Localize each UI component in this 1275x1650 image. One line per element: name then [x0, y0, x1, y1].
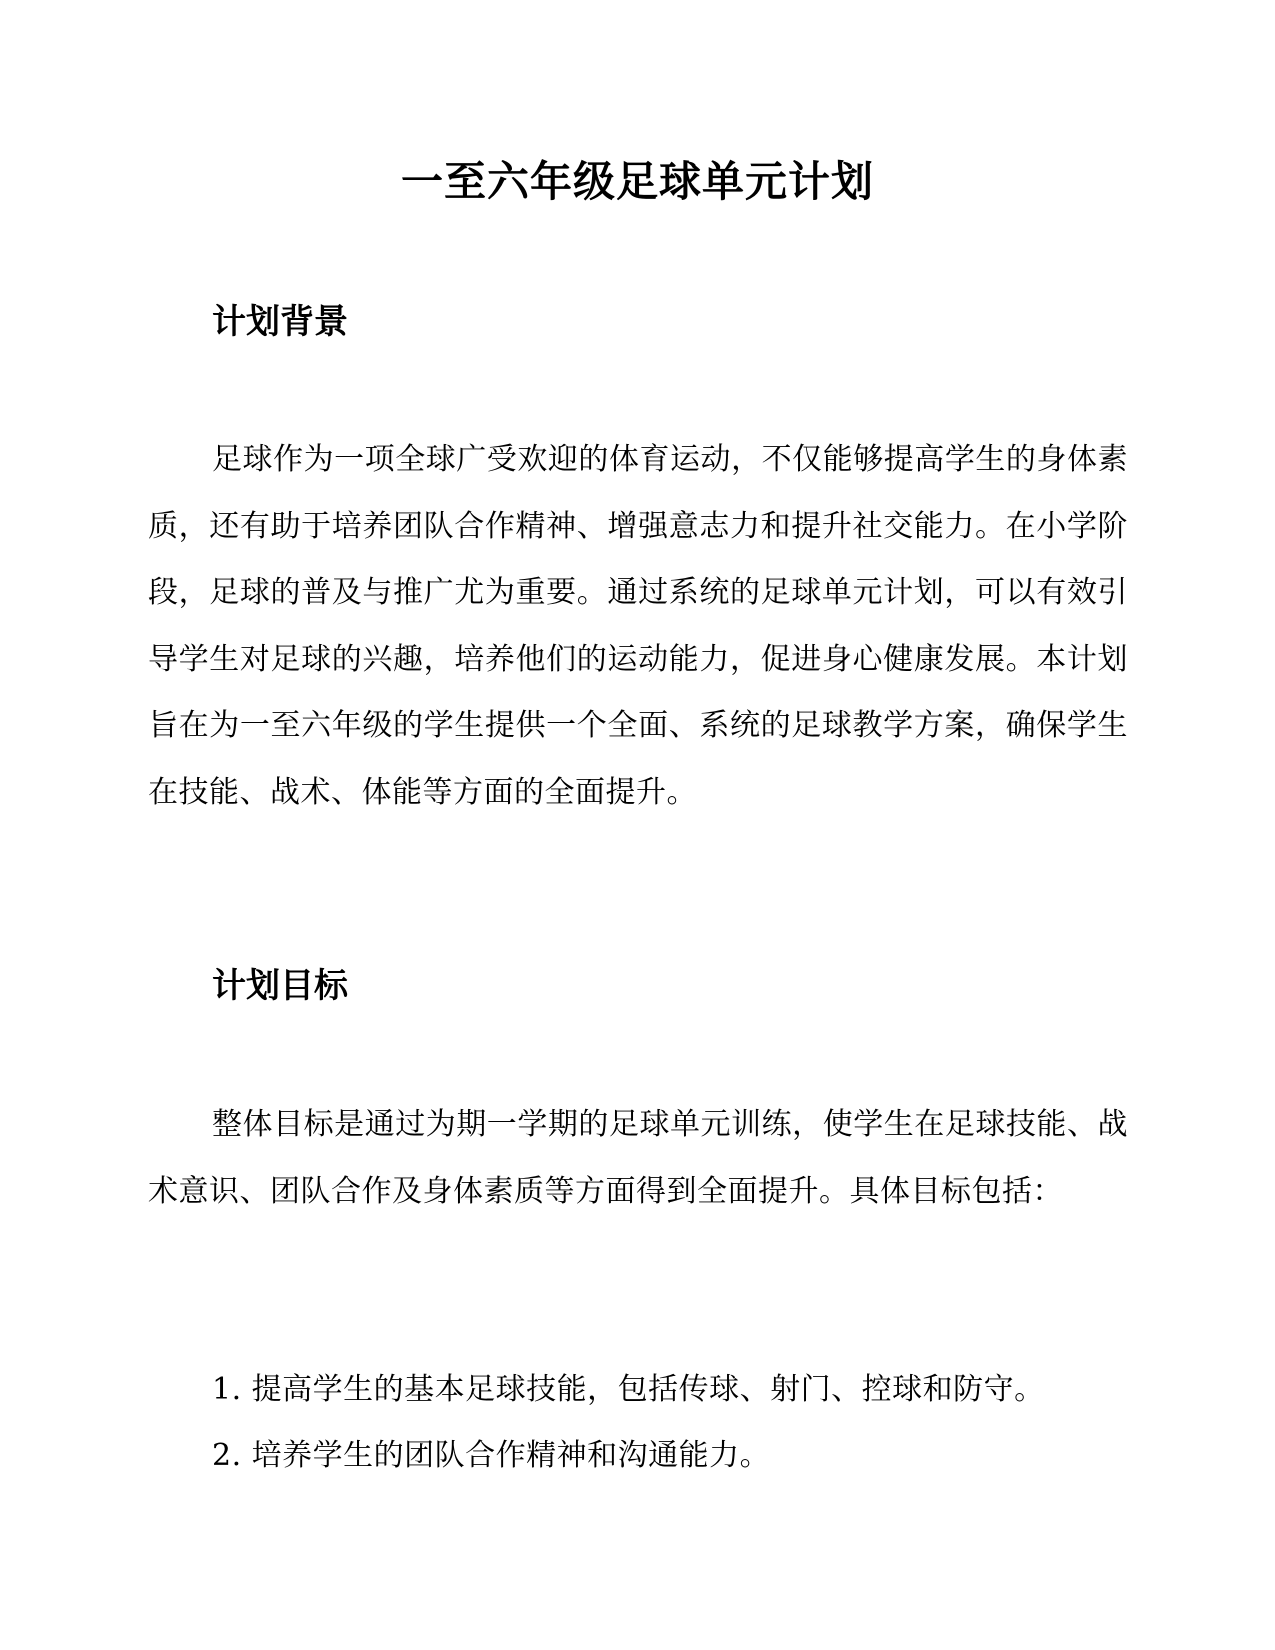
section-heading-goals: 计划目标	[212, 966, 348, 1006]
list-item: 1. 提高学生的基本足球技能，包括传球、射门、控球和防守。	[212, 1372, 1045, 1407]
goals-paragraph: 整体目标是通过为期一学期的足球单元训练，使学生在足球技能、战术意识、团队合作及身体素质等方面得到全面提升。具体目标包括：	[148, 1107, 1128, 1209]
background-paragraph: 足球作为一项全球广受欢迎的体育运动，不仅能够提高学生的身体素质，还有助于培养团队合作精神、增强意志力和提升社交能力。在小学阶段，足球的普及与推广尤为重要。通过系统的足球单元计划，可以有效引导学生对足球的兴趣，培养他们的运动能力，促进身心健康发展。本计划旨在为一至六年级的学生提供一个全面、系统的足球教学方案，确保学生在技能、战术、体能等方面的全面提升。	[148, 442, 1128, 810]
list-item: 2. 培养学生的团队合作精神和沟通能力。	[212, 1438, 771, 1473]
document-title: 一至六年级足球单元计划	[400, 157, 874, 206]
goals-list	[212, 1357, 1132, 1489]
section-heading-background: 计划背景	[212, 302, 348, 342]
